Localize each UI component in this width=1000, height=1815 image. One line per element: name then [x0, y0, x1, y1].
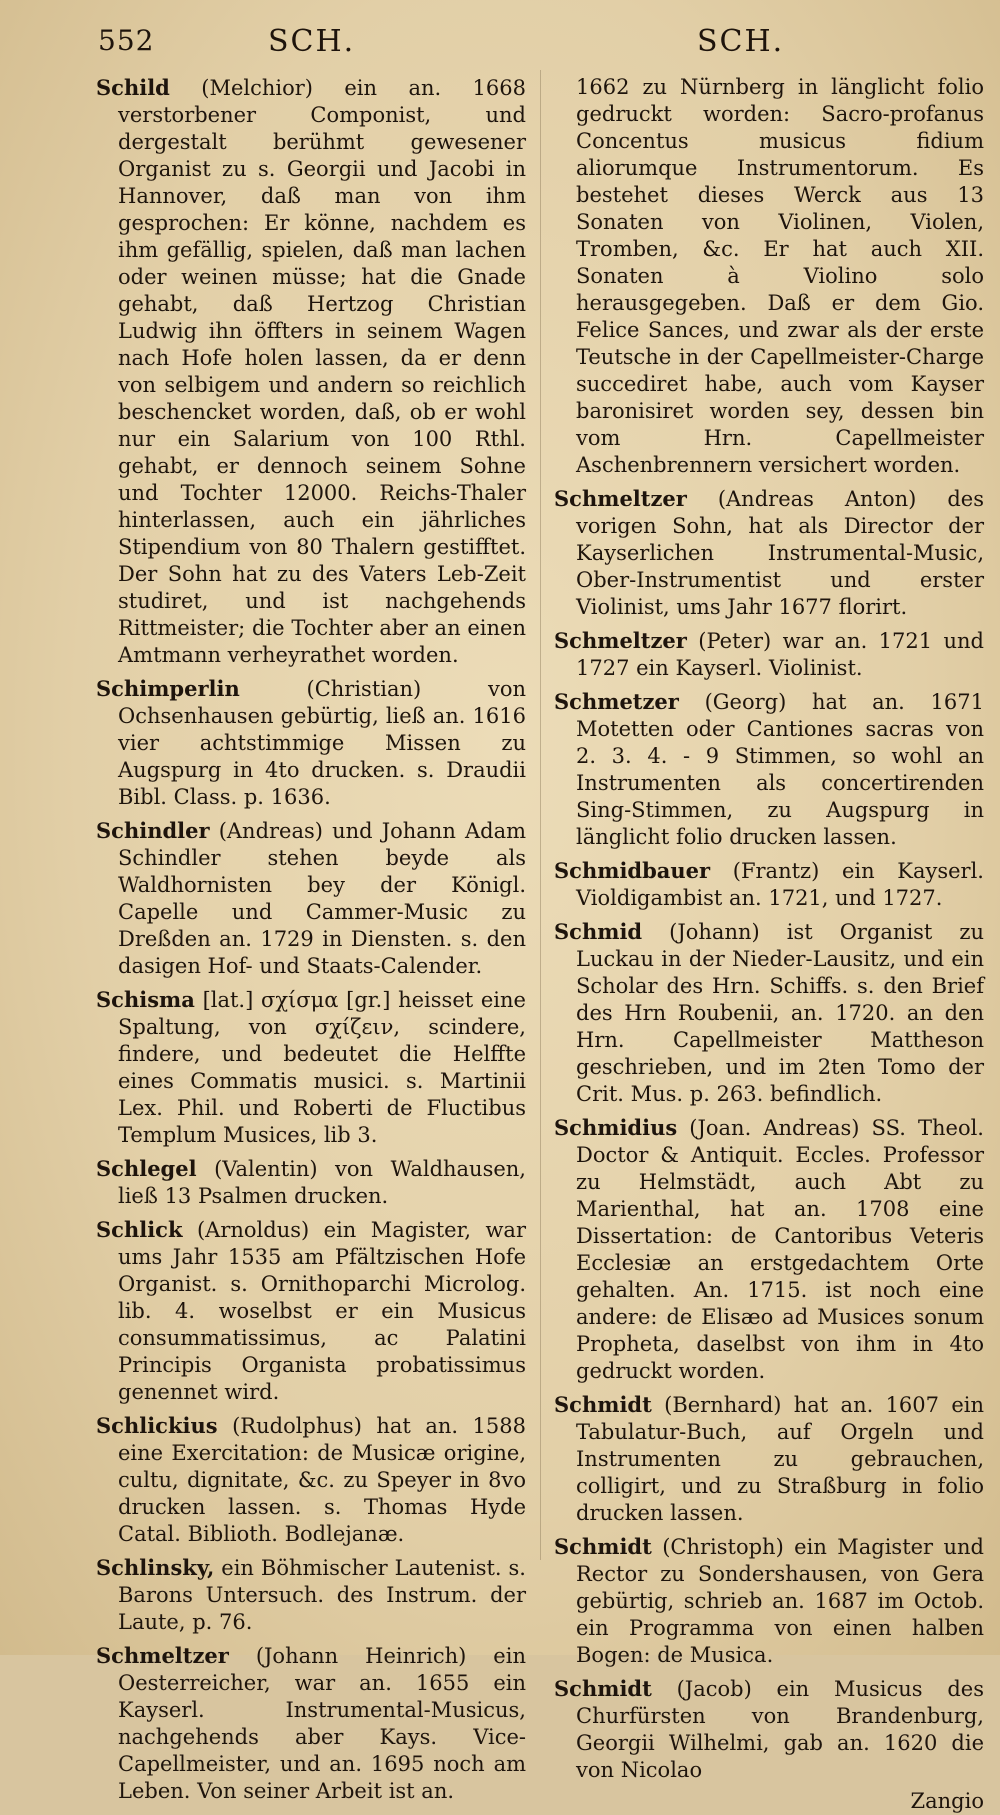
entry-headword: Schmidbauer [554, 858, 711, 883]
dictionary-entry [554, 918, 984, 1108]
page-number: 552 [98, 24, 155, 57]
dictionary-entry [96, 1554, 526, 1636]
entry-text: (Bernhard) hat an. 1607 ein Tabulatur-Buch, auf Orgeln und Instrumenten zu gebrauchen, colligirt, und zu Straßburg in folio drucken lassen. [576, 1393, 984, 1525]
entry-headword: Schmeltzer [554, 486, 687, 511]
entry-headword: Schmidt [554, 1534, 652, 1559]
dictionary-entry [554, 485, 984, 621]
running-head-left: SCH. [268, 24, 356, 59]
entry-text: (Johann) ist Organist zu Luckau in der Nieder-Lausitz, und ein Scholar des Hrn. Schiffs. s. den Brief des Hrn Roubenii, an. 1720. an den Hrn. Capellmeister Mattheson geschrieben, und im 2ten Tomo der Crit. Mus. p. 263. befindlich. [576, 920, 984, 1106]
entry-headword: Schlickius [96, 1413, 218, 1438]
dictionary-entry [554, 1533, 984, 1669]
entry-text: (Christian) von Ochsenhausen gebürtig, ließ an. 1616 vier achtstimmige Missen zu Augspurg in 4to drucken. s. Draudii Bibl. Class. p. 1636. [118, 677, 526, 809]
entry-headword: Schmeltzer [554, 628, 687, 653]
right-column [554, 74, 984, 1815]
entry-continuation: 1662 zu Nürnberg in länglicht folio gedruckt worden: Sacro-profanus Concentus musicus fidium aliorumque Instrumentorum. Es bestehet dieses Werck aus 13 Sonaten von Violinen, Violen, Tromben, &c. Er hat auch XII. Sonaten à Violino solo herausgegeben. Daß er dem Gio. Felice Sances, und zwar als der erste Teutsche in der Capellmeister-Charge succediret habe, auch vom Kayser baronisiret worden sey, dessen bin vom Hrn. Capellmeister Aschenbrennern versichert worden. [576, 75, 984, 477]
entry-text: ein Böhmischer Lautenist. s. Barons Untersuch. des Instrum. der Laute, p. 76. [118, 1556, 526, 1634]
entry-headword: Schmidt [554, 1392, 652, 1417]
dictionary-entry [96, 1155, 526, 1210]
entry-text: (Melchior) ein an. 1668 verstorbener Componist, und dergestalt berühmt gewesener Organist zu s. Georgii und Jacobi in Hannover, daß man von ihm gesprochen: Er könne, nachdem es ihm gefällig, spielen, daß man lachen oder weinen müsse; hat die Gnade gehabt, daß Hertzog Christian Ludwig ihn öffters in seinem Wagen nach Hofe holen lassen, da er denn von selbigem und andern so reichlich beschencket worden, daß, ob er wohl nur ein Salarium von 100 Rthl. gehabt, er dennoch seinem Sohne und Tochter 12000. Reichs-Thaler hinterlassen, auch ein jährliches Stipendium von 80 Thalern gestifftet. Der Sohn hat zu des Vaters Leb-Zeit studiret, und ist nachgehends Rittmeister; die Tochter aber an einen Amtmann verheyrathet worden. [118, 76, 526, 667]
text-columns [96, 74, 984, 1813]
entry-text: (Valentin) von Waldhausen, ließ 13 Psalmen drucken. [118, 1157, 526, 1208]
entry-headword: Schild [96, 75, 170, 100]
dictionary-entry [96, 675, 526, 811]
entry-text: (Andreas) und Johann Adam Schindler stehen beyde als Waldhornisten bey der Königl. Capelle und Cammer-Music zu Dreßden an. 1729 in Diensten. s. den dasigen Hof- und Staats-Calender. [118, 819, 526, 978]
entry-headword: Schlegel [96, 1156, 197, 1181]
entry-headword: Schindler [96, 818, 210, 843]
dictionary-entry [96, 817, 526, 980]
dictionary-entry [96, 986, 526, 1149]
catchword: Zangio [910, 1789, 984, 1813]
entry-headword: Schimperlin [96, 676, 240, 701]
entry-text: (Christoph) ein Magister und Rector zu Sondershausen, von Gera gebürtig, schrieb an. 1687 im Octob. ein Programma von einen halben Bogen: de Musica. [576, 1535, 984, 1667]
running-head-right: SCH. [697, 24, 785, 59]
entry-text: (Jacob) ein Musicus des Churfürsten von Brandenburg, Georgii Wilhelmi, gab an. 1620 die von Nicolao [576, 1677, 984, 1782]
entry-text: [lat.] σχίσμα [gr.] heisset eine Spaltung, von σχίζειν, scindere, findere, und bedeutet die Helffte eines Commatis musici. s. Martinii Lex. Phil. und Roberti de Fluctibus Templum Musices, lib 3. [118, 988, 526, 1147]
dictionary-entry [96, 74, 526, 669]
left-column [96, 74, 526, 1811]
entry-text: (Joan. Andreas) SS. Theol. Doctor & Antiquit. Eccles. Professor zu Helmstädt, auch Abt zu Marienthal, hat an. 1708 eine Dissertation: de Cantoribus Veteris Ecclesiæ an erstgedachtem Orte gehalten. An. 1715. ist noch eine andere: de Elisæo ad Musices sonum Propheta, daselbst von ihm in 4to gedruckt worden. [576, 1116, 984, 1383]
entry-headword: Schmeltzer [96, 1643, 229, 1668]
entry-text: (Rudolphus) hat an. 1588 eine Exercitation: de Musicæ origine, cultu, dignitate, &c. zu Speyer in 8vo drucken lassen. s. Thomas Hyde Catal. Biblioth. Bodlejanæ. [118, 1414, 526, 1546]
entry-headword: Schlinsky, [96, 1555, 215, 1580]
dictionary-entry [96, 1412, 526, 1548]
entry-headword: Schmid [554, 919, 643, 944]
entry-text: (Andreas Anton) des vorigen Sohn, hat als Director der Kayserlichen Instrumental-Music, Ober-Instrumentist und erster Violinist, ums Jahr 1677 florirt. [576, 487, 984, 619]
entry-headword: Schmetzer [554, 689, 679, 714]
page-header [0, 22, 1000, 62]
dictionary-entry [554, 627, 984, 682]
entry-headword: Schmidt [554, 1676, 652, 1701]
entry-text: (Arnoldus) ein Magister, war ums Jahr 1535 am Pfältzischen Hofe Organist. s. Ornithoparchi Microlog. lib. 4. woselbst er ein Musicus consummatissimus, ac Palatini Principis Organista probatissimus genennet wird. [118, 1218, 526, 1404]
dictionary-entry [96, 1642, 526, 1805]
entry-text: (Peter) war an. 1721 und 1727 ein Kayserl. Violinist. [576, 629, 984, 680]
dictionary-entry [96, 1216, 526, 1406]
dictionary-entry [554, 1114, 984, 1385]
entry-text: (Frantz) ein Kayserl. Violdigambist an. 1721, und 1727. [576, 859, 984, 910]
entry-text: (Johann Heinrich) ein Oesterreicher, war an. 1655 ein Kayserl. Instrumental-Musicus, nachgehends aber Kays. Vice-Capellmeister, und an. 1695 noch am Leben. Von seiner Arbeit ist an. [118, 1644, 526, 1803]
dictionary-entry [554, 857, 984, 912]
entry-headword: Schmidius [554, 1115, 678, 1140]
entry-headword: Schisma [96, 987, 195, 1012]
dictionary-entry [554, 1675, 984, 1784]
dictionary-entry [554, 688, 984, 851]
dictionary-entry [554, 1391, 984, 1527]
entry-headword: Schlick [96, 1217, 183, 1242]
entry-text: (Georg) hat an. 1671 Motetten oder Cantiones sacras von 2. 3. 4. - 9 Stimmen, so wohl an Instrumenten als concertirenden Sing-Stimmen, zu Augspurg in länglicht folio drucken lassen. [576, 690, 984, 849]
